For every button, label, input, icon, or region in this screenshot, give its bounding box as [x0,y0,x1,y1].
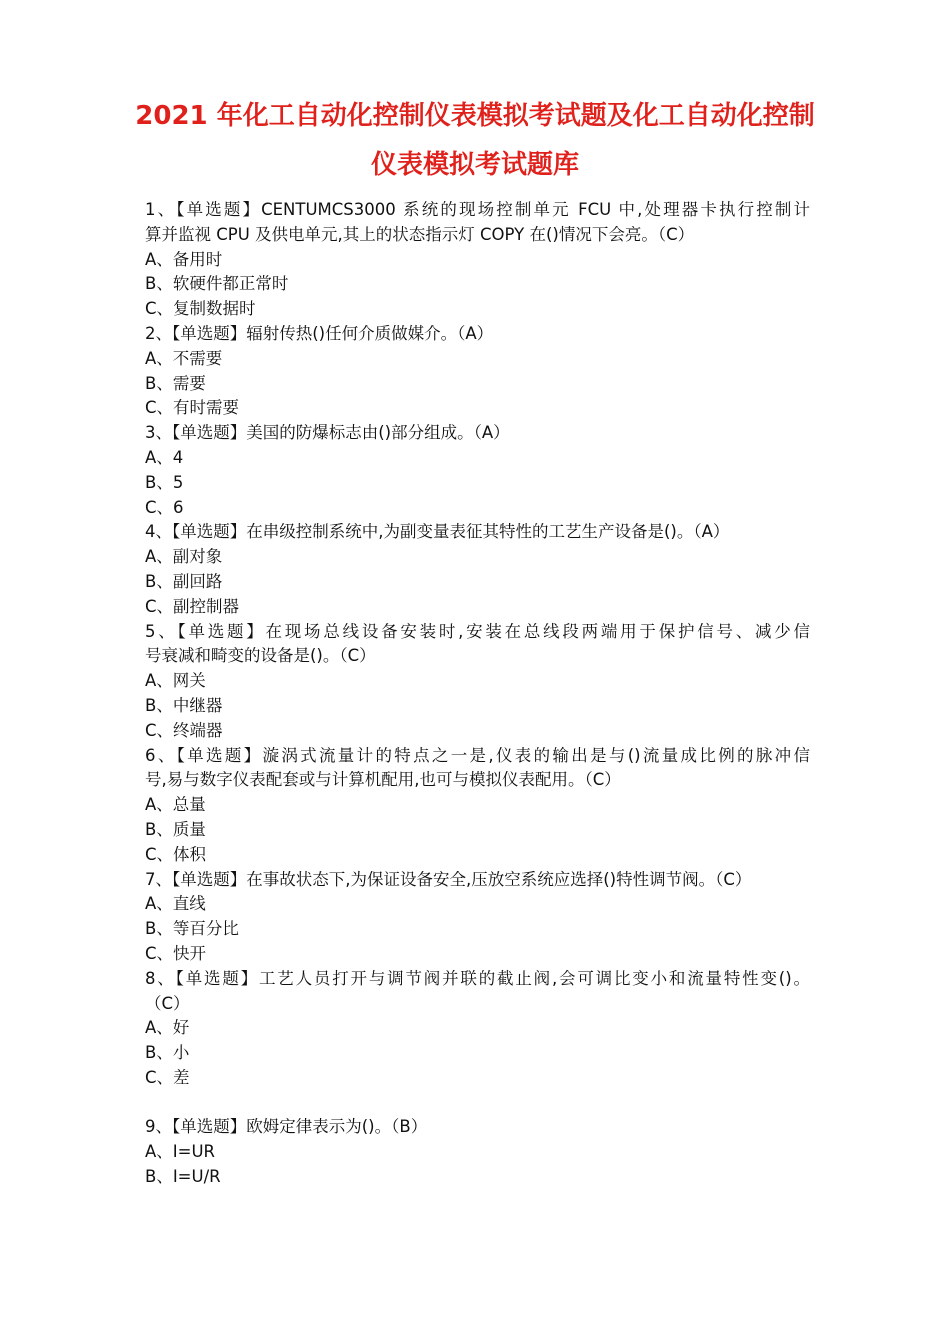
question-1 [145,198,810,322]
option-a: A、I=UR [145,1142,216,1162]
option-b: B、软硬件都正常时 [145,274,289,294]
question-text-line: 号,易与数字仪表配套或与计算机配用,也可与模拟仪表配用。（C） [145,770,621,790]
question-text-line: （C） [145,993,190,1013]
option-c: C、终端器 [145,720,223,740]
question-text-line: 5、【单选题】在现场总线设备安装时,安装在总线段两端用于保护信号、减少信 [145,621,810,641]
option-b: B、小 [145,1043,190,1063]
option-a: A、总量 [145,795,206,815]
document-title-line-2: 仪表模拟考试题库 [370,150,579,180]
question-5 [145,620,810,744]
question-text-line: 3、【单选题】美国的防爆标志由()部分组成。（A） [145,423,510,443]
question-3 [145,421,810,520]
blank-line [145,1091,810,1116]
question-text-line: 8、【单选题】工艺人员打开与调节阀并联的截止阀,会可调比变小和流量特性变()。 [145,968,810,988]
option-b: B、中继器 [145,695,223,715]
option-c: C、快开 [145,943,207,963]
option-a: A、副对象 [145,547,223,567]
option-a: A、备用时 [145,249,223,269]
option-b: B、质量 [145,819,206,839]
option-a: A、网关 [145,671,206,691]
option-c: C、副控制器 [145,596,240,616]
question-8 [145,967,810,1091]
question-text-line: 4、【单选题】在串级控制系统中,为副变量表征其特性的工艺生产设备是()。（A） [145,522,730,542]
option-b: B、5 [145,472,184,492]
option-a: A、4 [145,447,184,467]
question-text-line: 号衰减和畸变的设备是()。（C） [145,646,376,666]
question-6 [145,744,810,868]
option-a: A、好 [145,1018,190,1038]
option-c: C、6 [145,497,184,517]
option-c: C、复制数据时 [145,299,256,319]
option-b: B、等百分比 [145,919,239,939]
question-2 [145,322,810,421]
option-a: A、不需要 [145,348,223,368]
question-7 [145,868,810,967]
question-text-line: 1、【单选题】CENTUMCS3000 系统的现场控制单元 FCU 中,处理器卡执行控制计 [145,200,810,219]
question-text-line: 9、【单选题】欧姆定律表示为()。（B） [145,1117,428,1137]
option-c: C、体积 [145,844,207,864]
question-text-line: 7、【单选题】在事故状态下,为保证设备安全,压放空系统应选择()特性调节阀。（C） [145,869,752,889]
option-b: B、副回路 [145,571,223,591]
question-list [145,198,810,1190]
question-text-line: 6、【单选题】漩涡式流量计的特点之一是,仪表的输出是与()流量成比例的脉冲信 [145,745,810,765]
document-title-line-1: 2021 年化工自动化控制仪表模拟考试题及化工自动化控制 [135,101,815,131]
question-4 [145,520,810,619]
question-text-line: 算并监视 CPU 及供电单元,其上的状态指示灯 COPY 在()情况下会亮。（C） [145,224,695,244]
option-c: C、差 [145,1067,190,1087]
option-b: B、I=U/R [145,1167,221,1187]
question-text-line: 2、【单选题】辐射传热()任何介质做媒介。（A） [145,323,494,343]
option-a: A、直线 [145,894,206,914]
question-9 [145,1115,810,1189]
option-c: C、有时需要 [145,398,240,418]
option-b: B、需要 [145,373,206,393]
